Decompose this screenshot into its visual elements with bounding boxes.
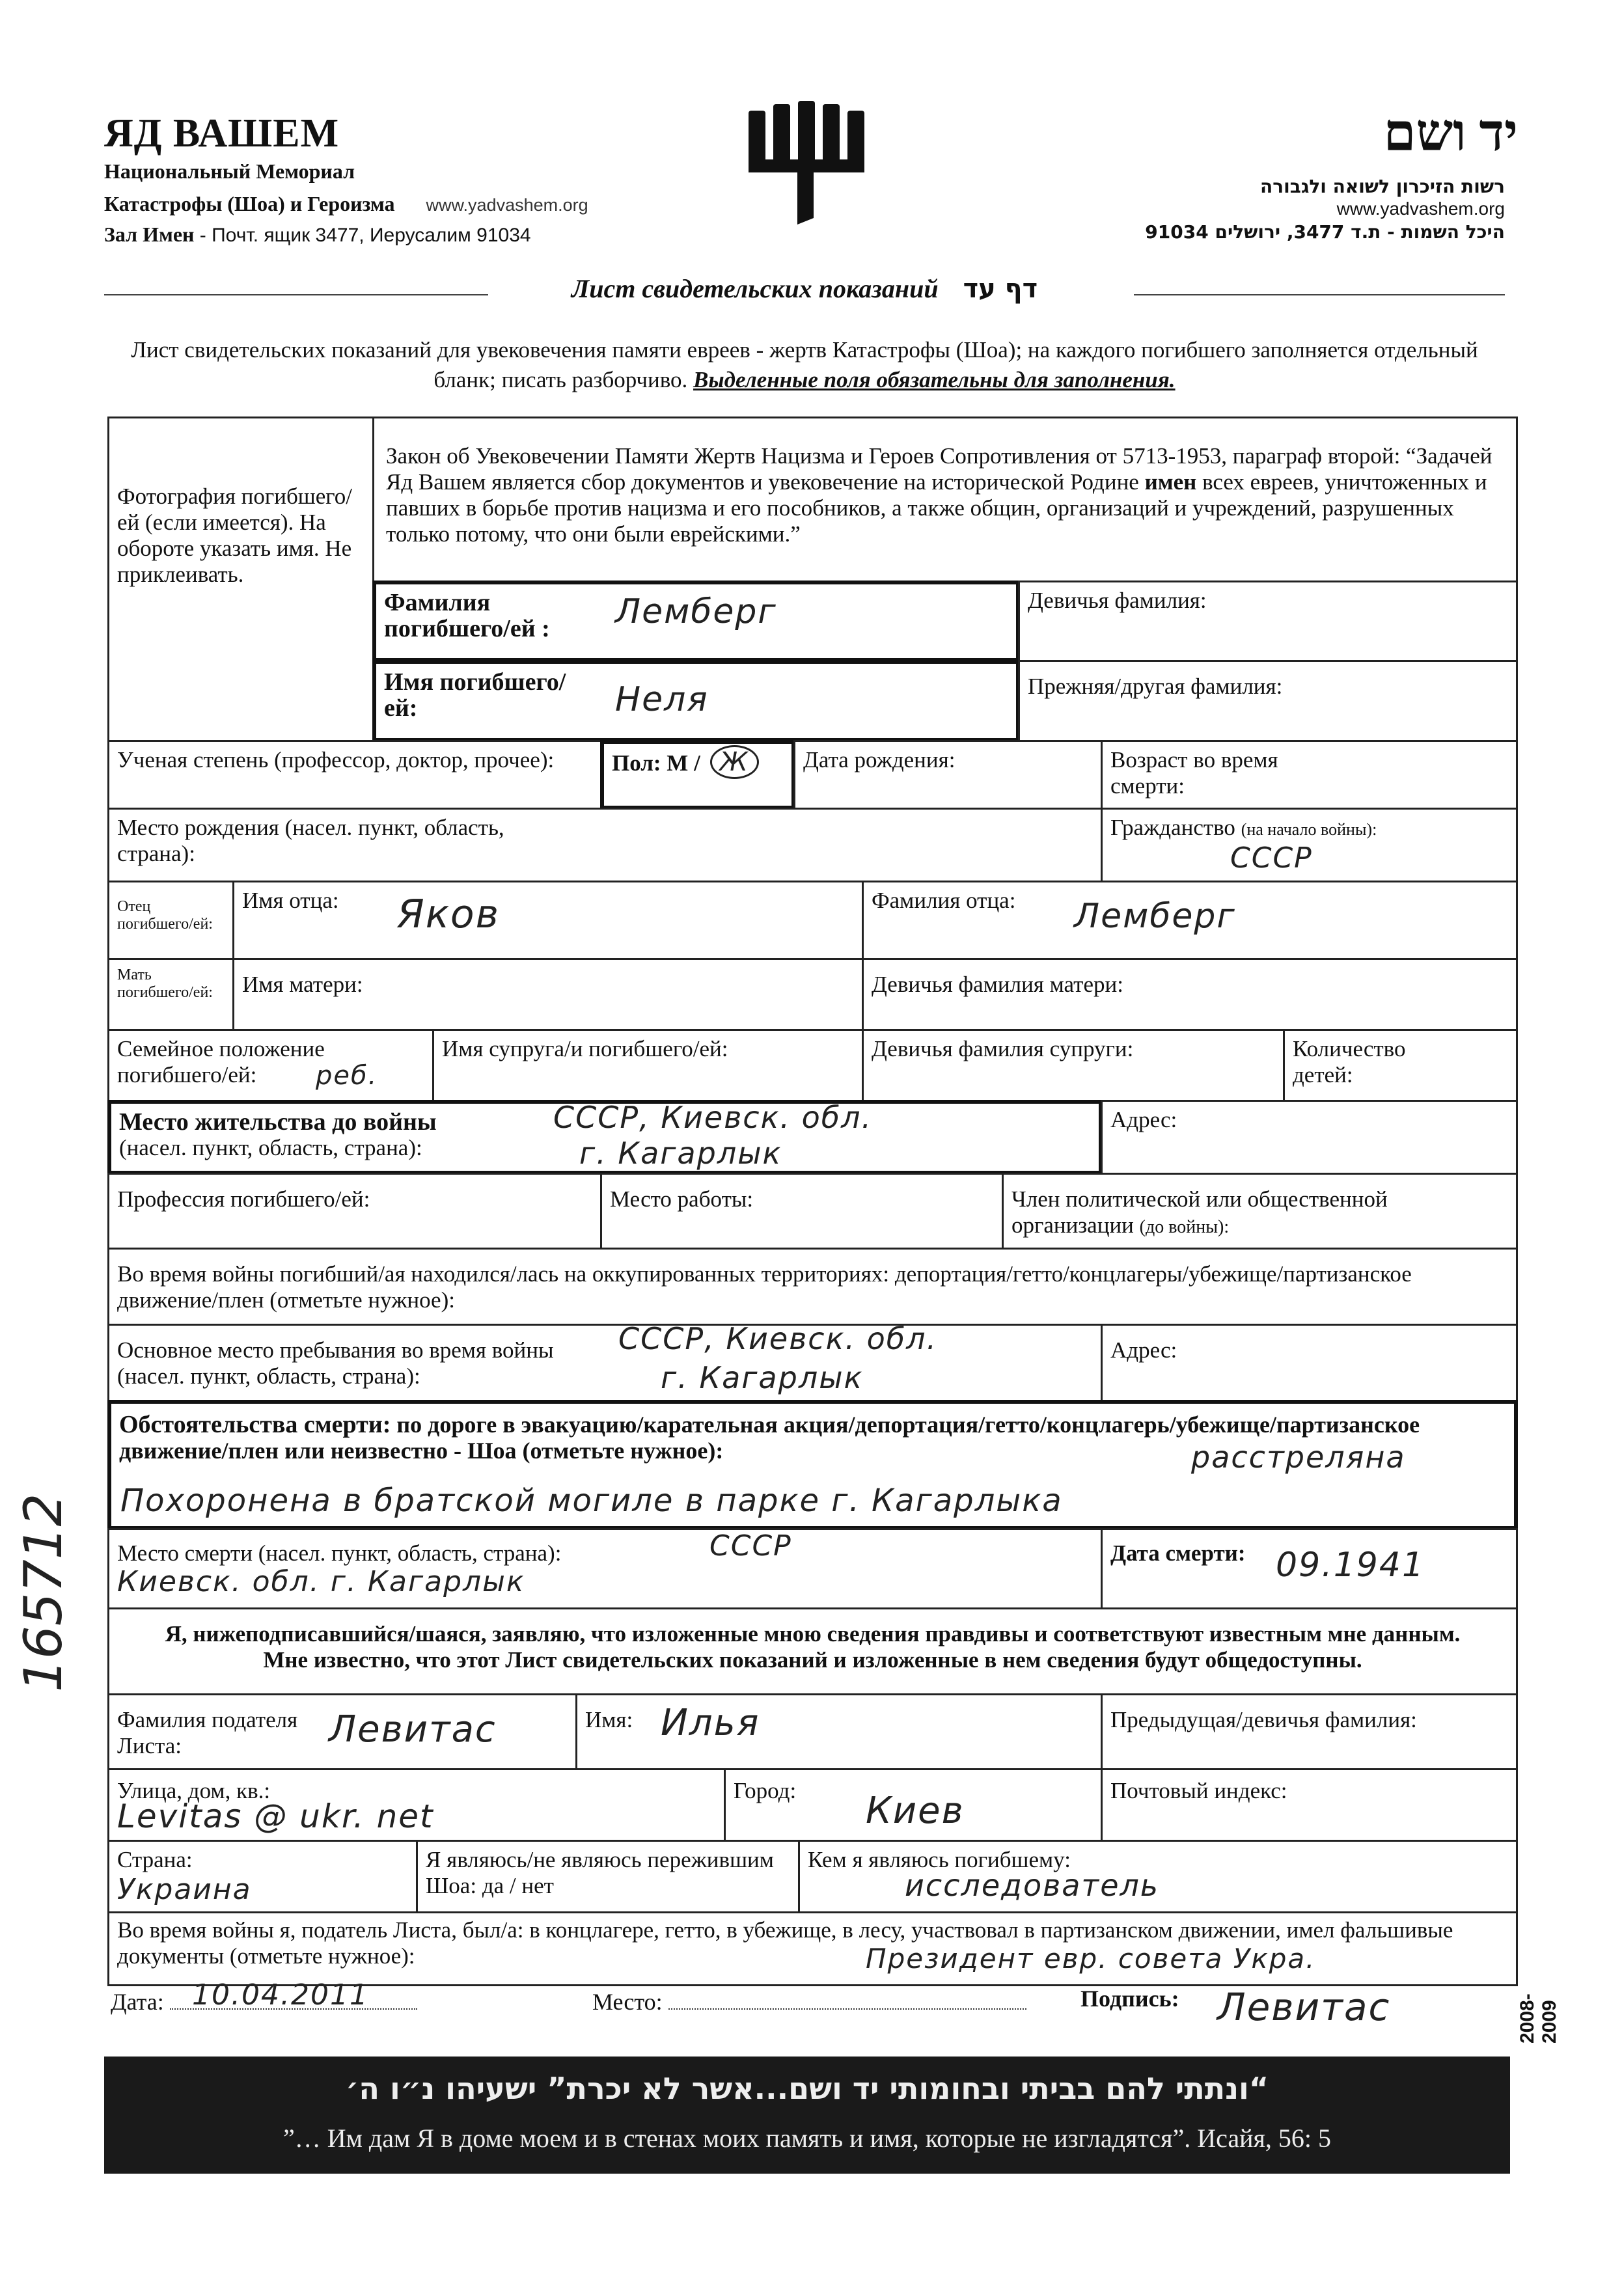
spouse-maiden-label: Девичья фамилия супруги: — [872, 1036, 1134, 1061]
submitter-surname-value: Левитас — [329, 1708, 497, 1751]
declaration-box — [107, 1607, 1518, 1695]
membership-field[interactable] — [1002, 1173, 1518, 1250]
signature-value: Левитас — [1217, 1985, 1391, 2029]
citizenship-note: (на начало войны): — [1241, 820, 1377, 839]
submitter-street-label: Улица, дом, кв.: — [117, 1778, 271, 1803]
marital-status-value: реб. — [316, 1061, 378, 1091]
father-name-value: Яков — [397, 892, 500, 937]
citizenship-label: Гражданство — [1110, 815, 1235, 840]
age-at-death-field[interactable] — [1101, 740, 1518, 810]
submitter-previous-name-label: Предыдущая/девичья фамилия: — [1110, 1707, 1417, 1732]
intro-body: Лист свидетельских показаний для увековечения памяти евреев - жертв Катастрофы (Шоа); на каждого погибшего заполняется отдельный бланк; писать разборчиво. — [131, 337, 1478, 392]
declaration-text: Я, нижеподписавшийся/шаяся, заявляю, что изложенные мною сведения правдивы и соответствуют известным мне данным. Мне известно, что этот Лист свидетельских показаний и изложенные в нем сведения будут общедоступны. — [165, 1621, 1461, 1673]
citizenship-value: СССР — [1230, 841, 1313, 875]
age-at-death-label: Возраст во время смерти: — [1110, 747, 1278, 799]
submitter-street-value: Levitas @ ukr. net — [117, 1797, 434, 1835]
footer-quote-russian: ”… Им дам Я в доме моем и в стенах моих память и имя, которые не изгладятся”. Исайя, 56: 5 — [282, 2124, 1332, 2153]
wartime-place-value-2: г. Кагарлык — [661, 1360, 864, 1395]
submitter-name-field[interactable] — [575, 1693, 1103, 1770]
spouse-name-field[interactable] — [432, 1029, 864, 1102]
photo-instructions: Фотография погибшего/ей (если имеется). На обороте указать имя. Не приклеивать. — [117, 484, 352, 587]
intro-emphasis: Выделенные поля обязательны для заполнения. — [693, 367, 1176, 392]
org-title-ru: ЯД ВАШЕМ — [104, 111, 340, 156]
org-subtitle-ru-1: Национальный Мемориал — [104, 159, 355, 183]
victim-first-name-label: Имя погибшего/ей: — [384, 668, 566, 722]
death-place-value-2: Киевск. обл. г. Кагарлык — [117, 1565, 525, 1598]
workplace-label: Место работы: — [610, 1186, 754, 1212]
sex-value: Ж — [710, 745, 759, 779]
relation-value: исследователь — [905, 1868, 1160, 1903]
sex-label: Пол: М / — [612, 750, 700, 776]
prewar-address-label: Адрес: — [1110, 1107, 1177, 1132]
profession-field[interactable] — [107, 1173, 602, 1250]
children-count-field[interactable] — [1283, 1029, 1518, 1102]
wartime-status-label: Во время войны погибший/ая находился/лась на оккупированных территориях: депортация/гетто/концлагеры/убежище/партизанское движение/плен (отметьте нужное): — [117, 1261, 1412, 1313]
submitter-name-value: Илья — [661, 1702, 760, 1744]
submitter-wartime-label: Во время войны я, податель Листа, был/а: в концлагере, гетто, в убежище, в лесу, участвовал в партизанском движении, имел фальшивые документы (отметьте нужное): — [117, 1917, 1453, 1969]
archive-number: 165712 — [13, 1493, 74, 1692]
profession-label: Профессия погибшего/ей: — [117, 1186, 370, 1212]
form-year: 2008-2009 — [1517, 1993, 1560, 2043]
wartime-place-field[interactable] — [107, 1324, 1103, 1402]
org-address-ru-bold: Зал Имен — [104, 223, 195, 246]
death-date-value: 09.1941 — [1276, 1546, 1425, 1585]
birth-date-field[interactable] — [793, 740, 1103, 810]
mother-maiden-field[interactable] — [862, 958, 1518, 1031]
website-he: www.yadvashem.org — [1336, 198, 1505, 219]
yad-vashem-logo — [736, 98, 879, 228]
membership-note: (до войны): — [1139, 1217, 1230, 1237]
footer-quote-banner — [104, 2057, 1510, 2174]
submitter-name-label: Имя: — [585, 1707, 633, 1732]
law-text-1: Закон об Увековечении Памяти Жертв Нацизма и Героев Сопротивления от 5713-1953, параграф второй: “Задачей Яд Вашем является сбор документов и увековечение на исторической Родине — [386, 443, 1492, 495]
mother-side-text: Мать погибшего/ей: — [117, 966, 213, 1001]
previous-surname-field[interactable] — [1018, 660, 1518, 742]
signature-line — [1080, 1985, 1179, 2012]
degree-label: Ученая степень (профессор, доктор, прочее): — [117, 747, 555, 772]
wartime-status-field[interactable] — [107, 1248, 1518, 1326]
mother-name-label: Имя матери: — [242, 972, 363, 997]
victim-surname-value: Лемберг — [615, 592, 777, 631]
sheet-title-ru: Лист свидетельских показаний — [571, 274, 939, 303]
father-name-field[interactable] — [232, 881, 864, 960]
sex-field[interactable] — [600, 740, 795, 810]
sheet-title-row — [104, 273, 1505, 312]
org-address-he: היכל השמות - ת.ד 3477, ירושלים 91034 — [1145, 221, 1505, 243]
website-ru: www.yadvashem.org — [426, 195, 588, 215]
submitter-country-value: Украина — [117, 1873, 252, 1906]
wartime-place-value-1: СССР, Киевск. обл. — [618, 1321, 938, 1356]
submitter-previous-name-field[interactable] — [1101, 1693, 1518, 1770]
org-subtitle-ru-2 — [104, 192, 588, 216]
death-date-label: Дата смерти: — [1110, 1540, 1246, 1566]
death-circumstances-options: по дороге в эвакуацию/карательная акция/депортация/гетто/концлагерь/убежище/партизанское движение/плен или неизвестно - Шоа (отметьте нужное): — [119, 1412, 1420, 1464]
death-circumstances-value-1: расстреляна — [1191, 1440, 1406, 1475]
title-rule-right — [1134, 294, 1505, 295]
submitter-postal-label: Почтовый индекс: — [1110, 1778, 1287, 1803]
submitter-city-label: Город: — [734, 1778, 797, 1803]
relation-label: Кем я являюсь погибшему: — [808, 1847, 1071, 1872]
wartime-address-label: Адрес: — [1110, 1337, 1177, 1363]
place-line — [592, 1988, 1026, 2016]
org-subtitle-he: רשות הזיכרון לשואה ולגבורה — [1260, 176, 1505, 197]
law-notice — [372, 417, 1518, 582]
submitter-wartime-value: Президент евр. совета Укра. — [866, 1943, 1316, 1975]
prewar-address-field[interactable] — [1101, 1100, 1518, 1175]
wartime-place-label: Основное место пребывания во время войны (насел. пункт, область, страна): — [117, 1337, 554, 1389]
sheet-title — [104, 273, 1505, 304]
place-label: Место: — [592, 1989, 663, 2015]
org-title-he: יד ושם — [1383, 105, 1518, 162]
wartime-address-field[interactable] — [1101, 1324, 1518, 1402]
marital-status-label: Семейное положение погибшего/ей: — [117, 1036, 325, 1087]
prewar-residence-sub: (насел. пункт, область, страна): — [119, 1135, 422, 1160]
intro-text — [117, 335, 1492, 395]
maiden-name-field[interactable] — [1018, 581, 1518, 662]
membership-label: Член политической или общественной организации — [1011, 1186, 1388, 1238]
org-address-ru — [104, 223, 531, 247]
survivor-status-label: Я являюсь/не являюсь пережившим Шоа: да / нет — [426, 1847, 774, 1898]
previous-surname-label: Прежняя/другая фамилия: — [1028, 674, 1283, 699]
law-text-2: всех евреев, уничтоженных и павших в борьбе против нацизма и его пособников, а также общин, организаций и учреждений, разрушенных только потому, что они были еврейскими.” — [386, 469, 1487, 547]
death-place-label: Место смерти (насел. пункт, область, страна): — [117, 1540, 562, 1566]
birthplace-label: Место рождения (насел. пункт, область, страна): — [117, 815, 504, 866]
mother-maiden-label: Девичья фамилия матери: — [872, 972, 1123, 997]
victim-surname-label: Фамилия погибшего/ей : — [384, 589, 550, 642]
father-name-label: Имя отца: — [242, 888, 339, 913]
survivor-status-field[interactable] — [416, 1840, 800, 1913]
law-text-bold: имен — [1144, 469, 1197, 495]
birthplace-field[interactable] — [107, 808, 1103, 882]
prewar-residence-value-2: г. Кагарлык — [579, 1136, 782, 1171]
photo-box[interactable] — [107, 417, 374, 742]
sheet-title-he: דף עד — [963, 274, 1038, 304]
place-dotline — [668, 2008, 1026, 2010]
date-label: Дата: — [111, 1989, 164, 2015]
degree-field[interactable] — [107, 740, 602, 810]
prewar-residence-value-1: СССР, Киевск. обл. — [553, 1100, 873, 1135]
victim-first-name-value: Неля — [615, 680, 709, 719]
workplace-field[interactable] — [600, 1173, 1004, 1250]
mother-side-label — [107, 958, 234, 1031]
signature-label: Подпись: — [1080, 1986, 1179, 2012]
death-place-value-1: СССР — [709, 1529, 792, 1563]
mother-name-field[interactable] — [232, 958, 864, 1031]
footer-quote-hebrew: “ונתתי להם בביתי ובחומותי יד ושם...אשר לא יכרת” ישעיהו נ״ו ה׳ — [345, 2071, 1269, 2106]
date-value: 10.04.2011 — [192, 1978, 369, 2012]
prewar-residence-label: Место жительства до войны — [119, 1108, 437, 1136]
submitter-country-label: Страна: — [117, 1847, 193, 1872]
father-side-label — [107, 881, 234, 960]
submitter-surname-label: Фамилия подателя Листа: — [117, 1707, 298, 1758]
children-count-label: Количество детей: — [1293, 1036, 1406, 1087]
org-subtitle-ru-2-text: Катастрофы (Шоа) и Героизма — [104, 192, 395, 215]
org-address-ru-rest: - Почт. ящик 3477, Иерусалим 91034 — [194, 225, 531, 246]
father-side-text: Отец погибшего/ей: — [117, 898, 213, 933]
father-surname-value: Лемберг — [1074, 897, 1236, 936]
birth-date-label: Дата рождения: — [803, 747, 956, 772]
submitter-city-value: Киев — [866, 1790, 965, 1832]
submitter-postal-field[interactable] — [1101, 1768, 1518, 1842]
death-circumstances-value-2: Похоронена в братской могиле в парке г. Кагарлыка — [120, 1483, 1063, 1519]
spouse-maiden-field[interactable] — [862, 1029, 1285, 1102]
father-surname-label: Фамилия отца: — [872, 888, 1016, 913]
marital-status-field[interactable] — [107, 1029, 434, 1102]
spouse-name-label: Имя супруга/и погибшего/ей: — [442, 1036, 728, 1061]
maiden-name-label: Девичья фамилия: — [1028, 588, 1207, 613]
death-circumstances-label: Обстоятельства смерти: — [119, 1411, 391, 1438]
